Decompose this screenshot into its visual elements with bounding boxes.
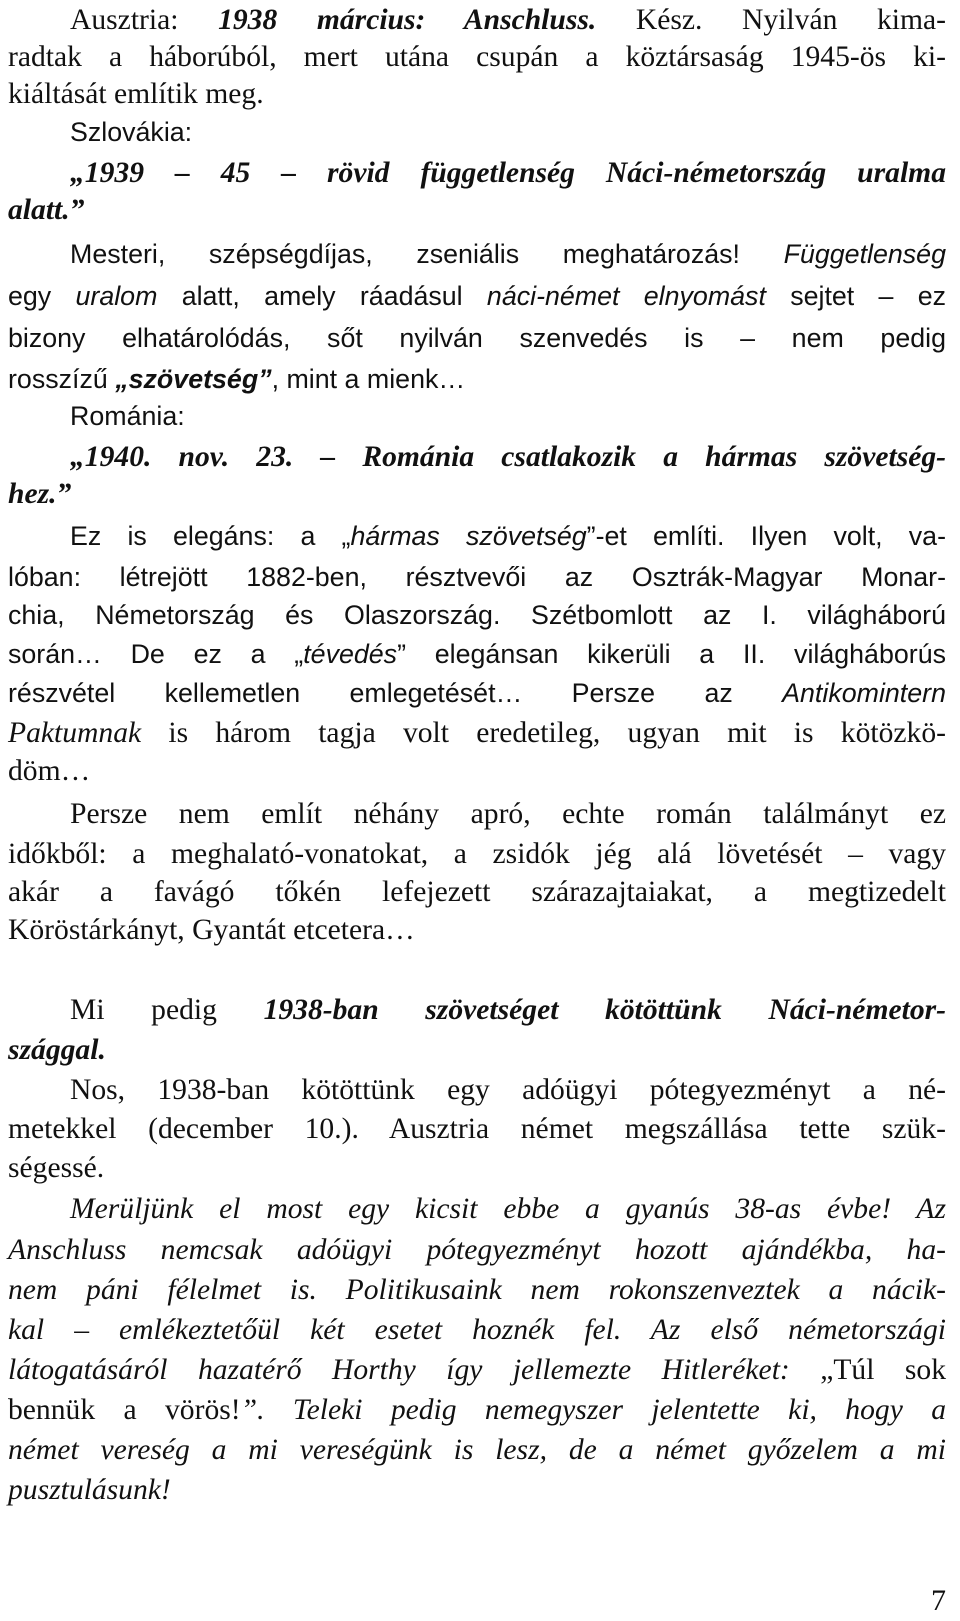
text-run: időkből: a meghalató-vonatokat, a zsidók jég alá lövetését – vagy xyxy=(8,838,946,870)
text-line xyxy=(70,516,946,556)
text-run: hármas szövetség xyxy=(350,521,587,551)
text-line xyxy=(8,673,946,713)
text-run: Kész. Nyilván kima- xyxy=(596,4,946,36)
text-line xyxy=(8,37,946,77)
text-run: Mesteri, szépségdíjas, zseniális meghatározás! xyxy=(70,239,784,269)
text-line xyxy=(8,276,946,316)
text-line xyxy=(70,437,946,477)
text-run: metekkel (december 10.). Ausztria német megszállása tette szük- xyxy=(8,1113,946,1145)
text-line xyxy=(8,318,946,358)
text-run: ségessé. xyxy=(8,1152,105,1184)
text-run: 1938-ban szövetséget kötöttünk Náci-németor- xyxy=(263,994,946,1026)
text-line xyxy=(70,153,946,193)
text-run: „1940. nov. 23. – Románia csatlakozik a hármas szövetség- xyxy=(70,441,946,473)
text-run: uralom xyxy=(75,281,158,311)
text-line xyxy=(8,1030,946,1070)
text-run: során… De ez a „ xyxy=(8,639,304,669)
text-run: „szövetség” xyxy=(115,364,272,394)
text-run: chia, Németország és Olaszország. Szétbomlott az I. világháború xyxy=(8,600,946,630)
text-line xyxy=(70,0,946,40)
text-line xyxy=(8,474,946,514)
text-run: Románia: xyxy=(70,401,185,431)
text-line xyxy=(8,713,946,753)
text-run: alatt.” xyxy=(8,194,85,226)
text-run: Ausztria: xyxy=(70,4,219,36)
text-run: alatt, amely ráadásul xyxy=(157,281,487,311)
text-line xyxy=(8,1270,946,1310)
text-line xyxy=(8,557,946,597)
text-run: sejtet – ez xyxy=(765,281,947,311)
text-line xyxy=(8,634,946,674)
text-line xyxy=(70,1070,946,1110)
text-run: , mint a mienk… xyxy=(271,364,466,394)
text-run: egy xyxy=(8,281,76,311)
text-run: bennük a vörös! xyxy=(8,1394,241,1426)
text-run: bizony elhatárolódás, sőt nyilván szenvedés is – nem pedig xyxy=(8,323,946,353)
text-line xyxy=(70,234,946,274)
text-run: Anschluss nemcsak adóügyi pótegyezményt hozott ajándékba, ha- xyxy=(8,1234,946,1266)
text-line xyxy=(8,1470,946,1510)
text-run: pusztulásunk! xyxy=(8,1474,171,1506)
text-run: Függetlenség xyxy=(783,239,946,269)
text-run: 1938 március: Anschluss. xyxy=(218,4,597,36)
text-line xyxy=(8,1310,946,1350)
text-line xyxy=(8,1350,946,1390)
text-run: rosszízű xyxy=(8,364,116,394)
text-run: hez.” xyxy=(8,478,72,510)
text-line xyxy=(8,1148,946,1188)
text-run: tévedés xyxy=(303,639,398,669)
text-line xyxy=(70,990,946,1030)
text-line xyxy=(8,359,946,399)
text-line xyxy=(8,1430,946,1470)
text-line xyxy=(8,595,946,635)
text-run: Paktumnak xyxy=(8,717,142,749)
text-run: nem páni félelmet is. Politikusaink nem rokonszenveztek a nácik- xyxy=(8,1274,946,1306)
text-run: Ez is elegáns: a „ xyxy=(70,521,351,551)
text-run: „Túl sok xyxy=(820,1354,947,1386)
text-line xyxy=(8,751,946,791)
text-run: kal – emlékeztetőül két esetet hoznék fel. Az első németországi xyxy=(8,1314,946,1346)
text-run: részvétel kellemetlen emlegetését… Persze az xyxy=(8,678,783,708)
text-line xyxy=(8,190,946,230)
text-run: ”-et említi. Ilyen volt, va- xyxy=(586,521,946,551)
text-line xyxy=(8,872,946,912)
text-run: náci-német elnyomást xyxy=(486,281,766,311)
text-run: ”. Teleki pedig nemegyszer jelentette ki, hogy a xyxy=(240,1394,946,1426)
text-run: Persze nem említ néhány apró, echte román találmányt ez xyxy=(70,798,946,830)
text-line xyxy=(8,1390,946,1430)
text-run: látogatásáról hazatérő Horthy így jellemezte Hitleréket: xyxy=(8,1354,821,1386)
text-line xyxy=(8,1109,946,1149)
text-run: kiáltását említik meg. xyxy=(8,78,264,110)
text-line xyxy=(70,794,946,834)
text-run: Szlovákia: xyxy=(70,117,193,147)
text-line xyxy=(8,834,946,874)
text-line xyxy=(8,910,946,950)
text-run: Köröstárkányt, Gyantát etcetera… xyxy=(8,914,415,946)
text-run: Antikomintern xyxy=(782,678,946,708)
text-run: Nos, 1938-ban kötöttünk egy adóügyi pótegyezményt a né- xyxy=(70,1074,946,1106)
text-line xyxy=(70,1189,946,1229)
text-run: „1939 – 45 – rövid függetlenség Náci-németország uralma xyxy=(70,157,946,189)
text-run: ” elegánsan kikerüli a II. világháborús xyxy=(397,639,946,669)
text-run: német vereség a mi vereségünk is lesz, de a német győzelem a mi xyxy=(8,1434,946,1466)
text-run: Mi pedig xyxy=(70,994,264,1026)
text-line xyxy=(8,1230,946,1270)
text-line xyxy=(8,74,946,114)
text-line xyxy=(70,396,946,436)
text-run: lóban: létrejött 1882-ben, résztvevői az Osztrák-Magyar Monar- xyxy=(8,562,946,592)
text-line xyxy=(70,112,946,152)
text-run: döm… xyxy=(8,755,91,787)
text-run: szággal. xyxy=(8,1034,106,1066)
text-run: is három tagja volt eredetileg, ugyan mit is kötözkö- xyxy=(141,717,946,749)
text-run: akár a favágó tőkén lefejezett szárazajtaiakat, a megtizedelt xyxy=(8,876,946,908)
text-run: Merüljünk el most egy kicsit ebbe a gyanús 38-as évbe! Az xyxy=(70,1193,946,1225)
text-run: radtak a háborúból, mert utána csupán a köztársaság 1945-ös ki- xyxy=(8,41,946,73)
page-number: 7 xyxy=(931,1584,946,1617)
